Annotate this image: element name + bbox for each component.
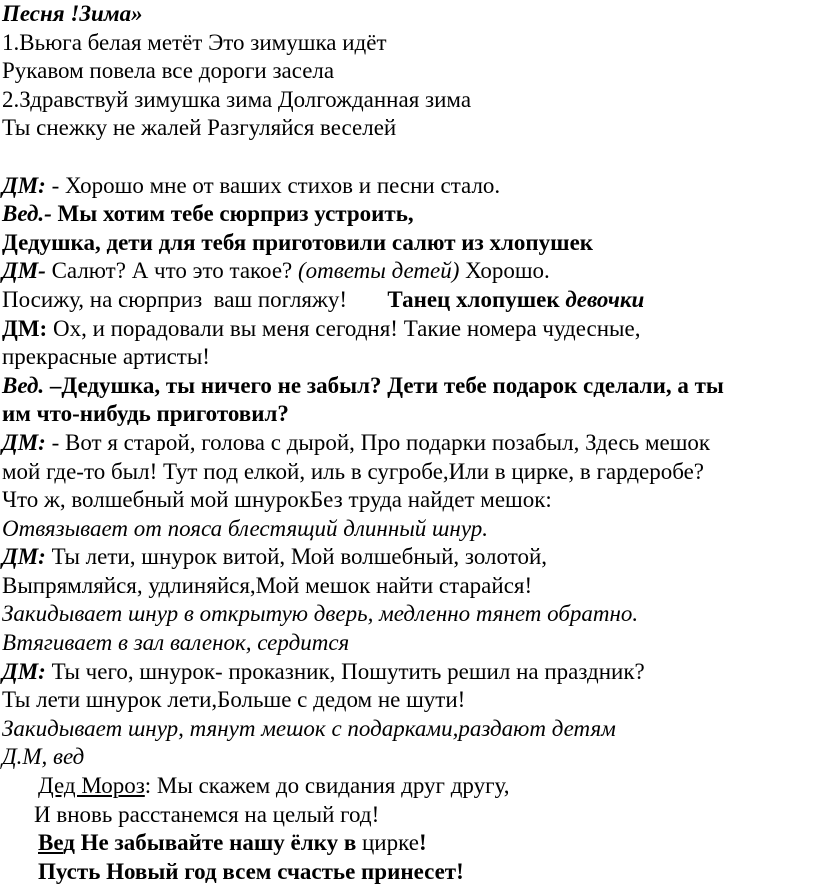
dialog-text: Хорошо. xyxy=(459,258,550,284)
dialog-line xyxy=(2,543,812,572)
dialog-line xyxy=(2,286,812,315)
dialog-line xyxy=(2,372,812,401)
speaker-label: ДМ: xyxy=(2,544,46,570)
stage-direction: Д.М, вед xyxy=(2,744,85,770)
dialog-text: Посижу, на сюрприз ваш погляжу! xyxy=(2,286,388,312)
dialog-text: Салют? А что это такое? xyxy=(45,258,298,284)
song-line: 2.Здравствуй зимушка зима Долгожданная зима xyxy=(2,86,472,112)
dialog-line xyxy=(2,829,812,858)
dialog-line xyxy=(2,200,812,229)
dialog-text: Ох, и порадовали вы меня сегодня! Такие номера чудесные, xyxy=(47,315,641,341)
dialog-line: прекрасные артисты! xyxy=(2,344,210,370)
dialog-line: И вновь расстанемся на целый год! xyxy=(34,801,380,827)
dialog-line: мой где-то был! Тут под елкой, иль в сугробе,Или в цирке, в гардеробе? xyxy=(2,458,705,484)
dialog-text-end: ! xyxy=(418,830,427,856)
dialog-line xyxy=(2,772,812,801)
speaker-label: ДМ: xyxy=(2,172,46,198)
speaker-label: Вед. xyxy=(2,372,45,398)
dialog-line: Пусть Новый год всем счастье принесет! xyxy=(38,858,464,884)
dance-performers: девочки xyxy=(565,286,645,312)
stage-direction: Закидывает шнур в открытую дверь, медленно тянет обратно. xyxy=(2,601,639,627)
speaker-label: Ве xyxy=(38,830,64,856)
dialog-line xyxy=(2,429,812,458)
speaker-label-rest: д xyxy=(63,830,75,856)
song-line: 1.Вьюга белая метёт Это зимушка идёт xyxy=(2,29,387,55)
stage-direction: Закидывает шнур, тянут мешок с подарками,раздают детям xyxy=(2,715,616,741)
stage-direction: Втягивает в зал валенок, сердится xyxy=(2,630,350,656)
dialog-line xyxy=(2,315,812,344)
dialog-line xyxy=(2,172,812,201)
dialog-text: - Хорошо мне от ваших стихов и песни стало. xyxy=(45,172,501,198)
dialog-text: Ты чего, шнурок- проказник, Пошутить решил на праздник? xyxy=(45,658,645,684)
dialog-line: Дедушка, дети для тебя приготовили салют из хлопушек xyxy=(2,229,594,255)
speaker-label: Вед.- xyxy=(2,201,52,227)
dialog-text: Ты лети, шнурок витой, Мой волшебный, золотой, xyxy=(45,544,548,570)
dialog-text: : Мы скажем до свидания друг другу, xyxy=(144,773,510,799)
dialog-line: Ты лети шнурок лети,Больше с дедом не шути! xyxy=(2,687,466,713)
dialog-line: Выпрямляйся, удлиняйся,Мой мешок найти старайся! xyxy=(2,572,533,598)
dance-title: Танец хлопушек xyxy=(387,286,566,312)
dialog-text-plain: цирке xyxy=(362,830,419,856)
dialog-line: Что ж, волшебный мой шнурокБез труда найдет мешок: xyxy=(2,487,552,513)
blank-line xyxy=(2,143,812,172)
dialog-text: –Дедушка, ты ничего не забыл? Дети тебе подарок сделали, а ты xyxy=(44,372,724,398)
stage-remark: (ответы детей) xyxy=(298,258,460,284)
dialog-text: - Вот я старой, голова с дырой, Про подарки позабыл, Здесь мешок xyxy=(45,429,711,455)
speaker-label: ДМ: xyxy=(2,315,48,341)
dialog-line xyxy=(2,658,812,687)
dialog-text: Не забывайте нашу ёлку в xyxy=(74,830,362,856)
song-line: Ты снежку не жалей Разгуляйся веселей xyxy=(2,115,397,141)
dialog-text: Мы хотим тебе сюрприз устроить, xyxy=(51,201,414,227)
dialog-line: им что-нибудь приготовил? xyxy=(2,401,289,427)
speaker-label: ДМ: xyxy=(2,429,46,455)
song-line: Рукавом повела все дороги засела xyxy=(2,58,335,84)
speaker-label: ДМ- xyxy=(2,258,46,284)
song-title: Песня !Зима» xyxy=(2,1,143,26)
speaker-label: ДМ: xyxy=(2,658,46,684)
dialog-line xyxy=(2,257,812,286)
stage-direction: Отвязывает от пояса блестящий длинный шнур. xyxy=(2,515,488,541)
speaker-label: Дед Мороз xyxy=(38,773,145,799)
